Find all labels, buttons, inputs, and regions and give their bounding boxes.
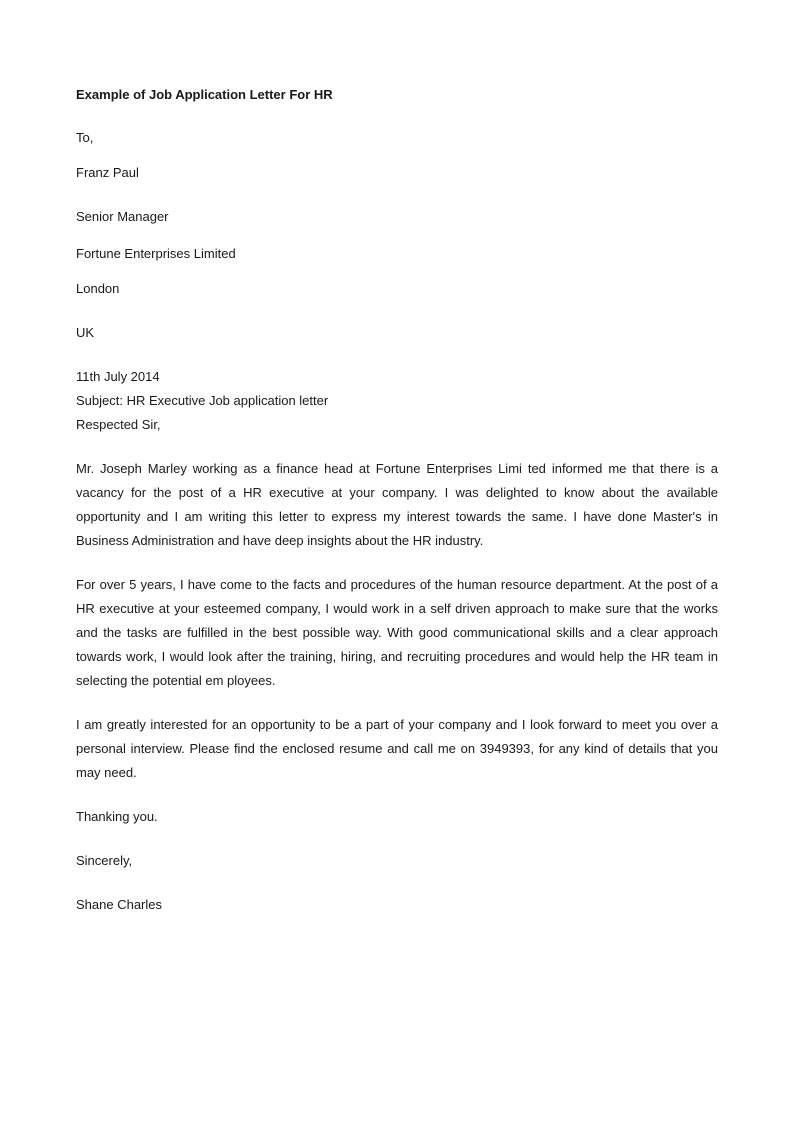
recipient-city: London — [76, 281, 120, 296]
recipient-title: Senior Manager — [76, 209, 169, 224]
letter-closing: Sincerely, — [76, 853, 133, 868]
body-paragraph-3: I am greatly interested for an opportunity to be a part of your company and I look forward to meet you over a personal interview. Please find the enclosed resume and call me on 3949393, for any kind of details that you may need. — [76, 717, 718, 780]
salutation-to: To, — [76, 130, 94, 145]
recipient-country: UK — [76, 325, 95, 340]
signature-name: Shane Charles — [76, 897, 162, 912]
letter-greeting: Respected Sir, — [76, 417, 161, 432]
document-title: Example of Job Application Letter For HR — [76, 87, 333, 102]
recipient-name: Franz Paul — [76, 165, 139, 180]
recipient-company: Fortune Enterprises Limited — [76, 246, 236, 261]
body-paragraph-2: For over 5 years, I have come to the facts and procedures of the human resource department. At the post of a HR executive at your esteemed company, I would work in a self driven approach to make sure that the works and the tasks are fulfilled in the best possible way. With good communicational skills and a clear approach towards work, I would look after the training, hiring, and recruiting procedures and would help the HR team in selecting the potential em ployees. — [76, 577, 718, 688]
body-paragraph-1: Mr. Joseph Marley working as a finance head at Fortune Enterprises Limi ted informed me that there is a vacancy for the post of a HR executive at your company. I was delighted to know about the available opportunity and I am writing this letter to express my interest towards the same. I have done Master's in Business Administration and have deep insights about the HR industry. — [76, 461, 718, 548]
letter-date: 11th July 2014 — [76, 369, 160, 384]
letter-thanks: Thanking you. — [76, 809, 158, 824]
letter-subject: Subject: HR Executive Job application letter — [76, 393, 329, 408]
